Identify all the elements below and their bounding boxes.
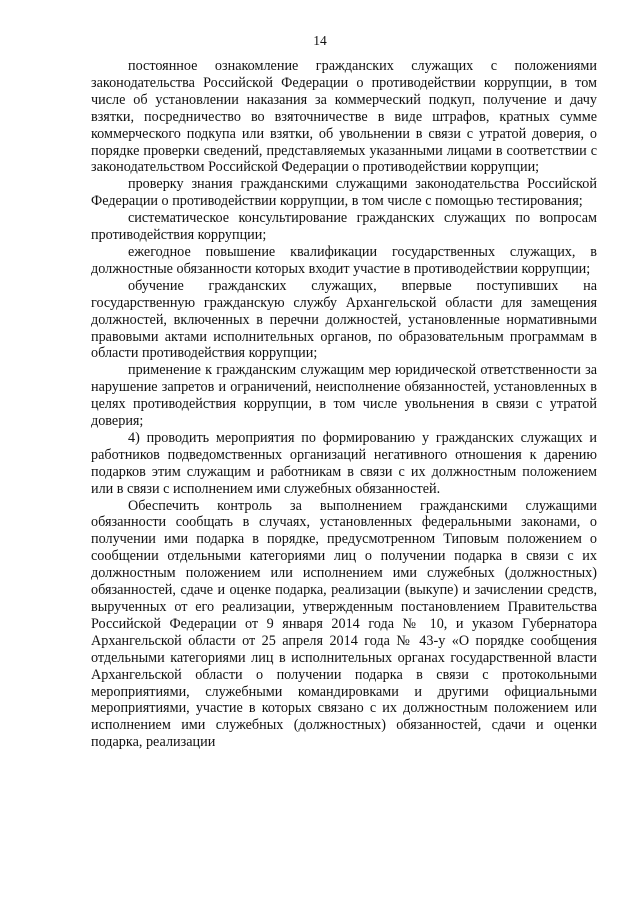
paragraph-training: обучение гражданских служащих, впервые поступивших на государственную гражданскую службу Архангельской области для замещения должностей, включенных в перечни должностей, установленные нормативными правовыми актами исполнительных органов, по образовательным программам в области противодействия коррупции; xyxy=(91,277,597,362)
page-number: 14 xyxy=(313,33,327,48)
paragraph-item-4: 4) проводить мероприятия по формированию у гражданских служащих и работников подведомственных организаций негативного отношения к дарению подарков этим служащим и работникам в связи с их должностным положением или в связи с исполнением ими служебных обязанностей. xyxy=(91,429,597,497)
paragraph-qualification: ежегодное повышение квалификации государственных служащих, в должностные обязанности которых входит участие в противодействии коррупции; xyxy=(91,243,597,277)
paragraph-control: Обеспечить контроль за выполнением гражданскими служащими обязанности сообщать в случаях, установленных федеральными законами, о получении ими подарка в порядке, предусмотренном Типовым положением о сообщении отдельными категориями лиц о получении подарка в связи с их должностным положением или исполнением ими служебных (должностных) обязанностей, сдаче и оценке подарка, реализации (выкупе) и зачислении средств, вырученных от его реализации, утвержденным постановлением Правительства Российской Федерации от 9 января 2014 года № 10, и указом Губернатора Архангельской области от 25 апреля 2014 года № 43-у «О порядке сообщения отдельными категориями лиц в исполнительных органах государственной власти Архангельской области о получении подарка в связи с протокольными мероприятиями, служебными командировками и другими официальными мероприятиями, участие в которых связано с их должностным положением или исполнением ими служебных (должностных) обязанностей, сдачи и оценки подарка, реализации xyxy=(91,497,597,751)
paragraph-consulting: систематическое консультирование гражданских служащих по вопросам противодействия коррупции; xyxy=(91,210,597,244)
paragraph-familiarization: постоянное ознакомление гражданских служащих с положениями законодательства Российской Федерации о противодействии коррупции, в том числе об установлении наказания за коммерческий подкуп, получение и дачу взятки, посредничество во взяточничестве в виде штрафов, кратных сумме коммерческого подкупа или взятки, об увольнении в связи с утратой доверия, о порядке проверки сведений, представляемых указанными лицами в соответствии с законодательством Российской Федерации о противодействии коррупции; xyxy=(91,58,597,176)
paragraph-knowledge-check: проверку знания гражданскими служащими законодательства Российской Федерации о противодействии коррупции, в том числе с помощью тестирования; xyxy=(91,176,597,210)
document-body xyxy=(91,58,597,751)
paragraph-liability: применение к гражданским служащим мер юридической ответственности за нарушение запретов и ограничений, неисполнение обязанностей, установленных в целях противодействия коррупции, в том числе увольнения в связи с утратой доверия; xyxy=(91,362,597,430)
